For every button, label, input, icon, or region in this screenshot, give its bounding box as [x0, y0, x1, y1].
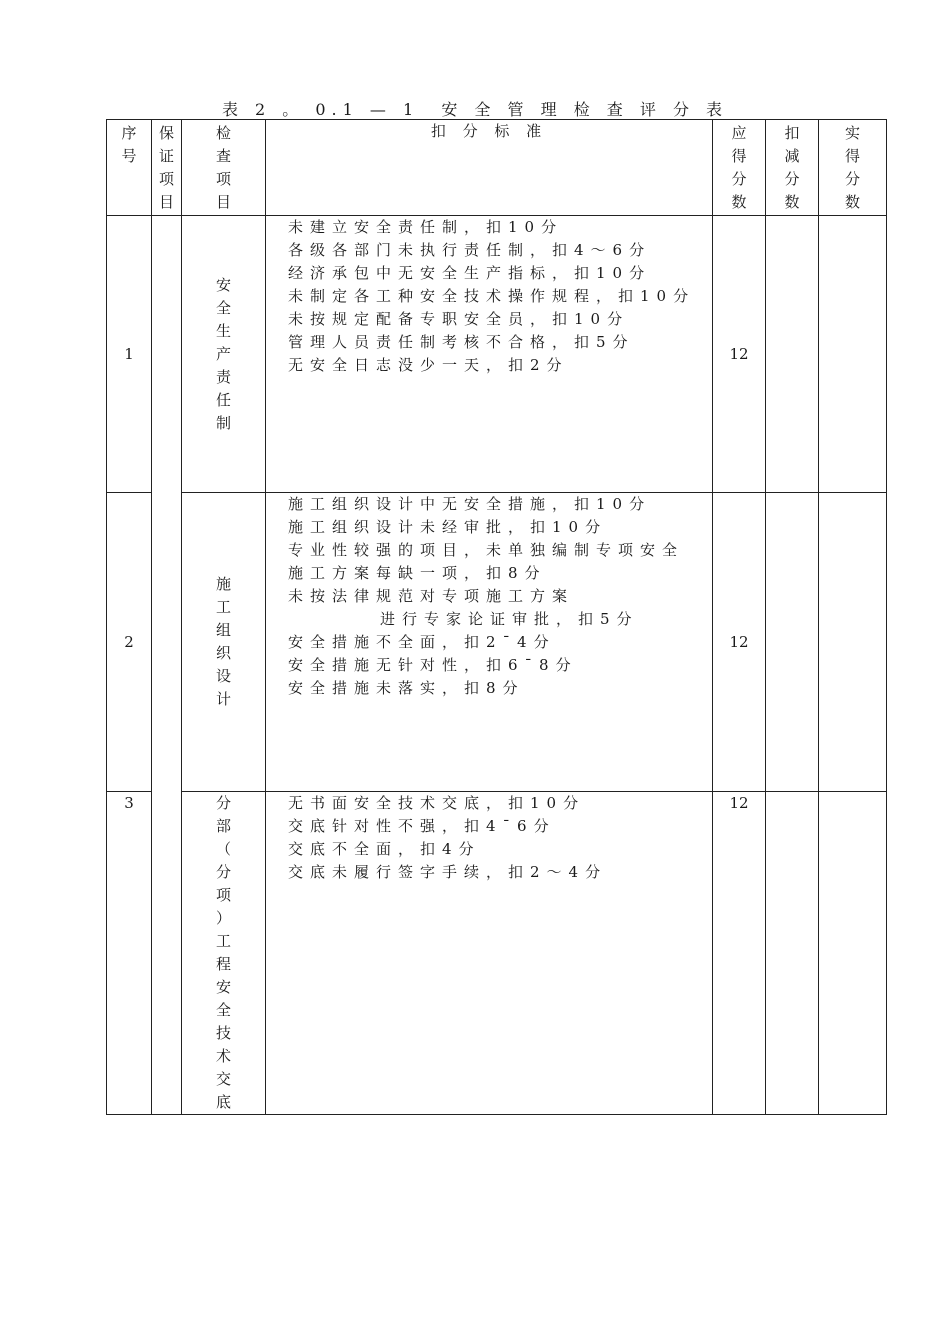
row-should-score: 12: [713, 493, 766, 792]
vertical-char: 得: [731, 147, 747, 165]
vertical-char: 项: [158, 170, 174, 188]
vertical-char: 数: [844, 193, 860, 211]
row-item: [182, 493, 266, 792]
row-seq: 2: [107, 493, 152, 792]
criteria-line: 施工组织设计中无安全措施，扣10分: [288, 495, 652, 513]
vertical-char: 减: [784, 147, 800, 165]
vertical-char: 设: [215, 667, 231, 685]
row-should-score: 12: [713, 216, 766, 493]
vertical-char: 安: [215, 978, 231, 996]
vertical-char: 目: [215, 193, 231, 211]
criteria-line: 经济承包中无安全生产指标，扣10分: [288, 264, 652, 282]
header-seq: [107, 120, 152, 216]
vertical-char: 检: [215, 124, 231, 142]
table-row: [107, 216, 887, 493]
vertical-char: 保: [158, 124, 174, 142]
vertical-char: 目: [158, 193, 174, 211]
criteria-line: 未建立安全责任制，扣10分: [288, 218, 564, 236]
header-criteria-label: 扣 分 标 准: [430, 122, 548, 140]
vertical-char: 全: [215, 1001, 231, 1019]
vertical-char: 全: [215, 298, 231, 317]
table-title: 表 2 。 0.1 — 1 安 全 管 理 检 查 评 分 表: [221, 100, 729, 119]
criteria-line: 交底未履行签字手续，扣2～4分: [288, 863, 608, 881]
vertical-char: 安: [215, 275, 231, 294]
header-deduct-score: [766, 120, 819, 216]
vertical-char: 交: [215, 1070, 231, 1088]
header-actual-score: [819, 120, 887, 216]
row-criteria: [266, 792, 713, 1115]
vertical-char: 扣: [784, 124, 800, 142]
row-item: [182, 792, 266, 1115]
vertical-char: 分: [844, 170, 860, 188]
vertical-char: 分: [731, 170, 747, 188]
vertical-char: 实: [844, 124, 860, 142]
row-deduct-score: [766, 216, 819, 493]
row-actual-score: [819, 493, 887, 792]
vertical-char: 工: [215, 598, 231, 616]
vertical-char: 责: [215, 367, 231, 386]
vertical-char: 分: [215, 863, 231, 881]
vertical-char: 任: [215, 390, 231, 409]
row-criteria: [266, 493, 713, 792]
row-seq: 3: [107, 792, 152, 1115]
vertical-char: 分: [215, 794, 231, 812]
vertical-char: 制: [215, 413, 231, 432]
vertical-char: 程: [215, 955, 231, 973]
criteria-line: 交底针对性不强，扣4¯6分: [288, 817, 556, 835]
criteria-line: 安全措施不全面，扣2¯4分: [288, 633, 556, 651]
header-guarantee: [152, 120, 182, 216]
vertical-char: 序: [121, 124, 137, 142]
vertical-char: 生: [215, 321, 231, 340]
table-row: [107, 493, 887, 792]
row-should-score: 12: [713, 792, 766, 1115]
criteria-line: 施工组织设计未经审批，扣10分: [288, 518, 608, 536]
header-item: [182, 120, 266, 216]
vertical-char: 技: [215, 1024, 231, 1042]
vertical-char: 查: [215, 147, 231, 165]
criteria-line: 管理人员责任制考核不合格，扣5分: [288, 333, 635, 351]
guarantee-column-cell: [152, 216, 182, 1115]
criteria-line: 各级各部门未执行责任制，扣4～6分: [288, 241, 652, 259]
vertical-char: 得: [844, 147, 860, 165]
vertical-char: 底: [215, 1093, 231, 1111]
table-row: [107, 792, 887, 1115]
criteria-line: 未按规定配备专职安全员，扣10分: [288, 310, 630, 328]
vertical-char: ）: [215, 909, 231, 927]
header-criteria: [266, 120, 713, 216]
safety-management-score-table: [106, 119, 887, 1115]
row-actual-score: [819, 216, 887, 493]
header-row: [107, 120, 887, 216]
row-item: [182, 216, 266, 493]
vertical-char: 部: [215, 817, 231, 835]
criteria-line: 进行专家论证审批，扣5分: [380, 610, 639, 628]
criteria-line: 未制定各工种安全技术操作规程，扣10分: [288, 287, 696, 305]
vertical-char: 项: [215, 170, 231, 188]
criteria-line: 未按法律规范对专项施工方案: [288, 587, 575, 605]
vertical-char: 术: [215, 1047, 231, 1065]
vertical-char: 产: [215, 344, 231, 363]
vertical-char: 数: [731, 193, 747, 211]
vertical-char: 应: [731, 124, 747, 142]
criteria-line: 无安全日志没少一天，扣2分: [288, 356, 569, 374]
row-actual-score: [819, 792, 887, 1115]
vertical-char: 项: [215, 886, 231, 904]
criteria-line: 无书面安全技术交底，扣10分: [288, 794, 586, 812]
vertical-char: 分: [784, 170, 800, 188]
criteria-line: 安全措施无针对性，扣6¯8分: [288, 656, 578, 674]
header-should-score: [713, 120, 766, 216]
vertical-char: 工: [215, 932, 231, 950]
row-criteria: [266, 216, 713, 493]
row-deduct-score: [766, 493, 819, 792]
criteria-line: 安全措施未落实，扣8分: [288, 679, 525, 697]
vertical-char: 施: [215, 575, 231, 593]
vertical-char: 组: [215, 621, 231, 639]
vertical-char: 织: [215, 644, 231, 662]
row-deduct-score: [766, 792, 819, 1115]
vertical-char: 证: [158, 147, 174, 165]
vertical-char: 计: [215, 690, 231, 708]
criteria-line: 专业性较强的项目，未单独编制专项安全施工方案每缺一项，扣8分: [288, 541, 685, 582]
vertical-char: （: [215, 840, 231, 858]
vertical-char: 号: [121, 147, 137, 165]
vertical-char: 数: [784, 193, 800, 211]
criteria-line: 交底不全面，扣4分: [288, 840, 481, 858]
row-seq: 1: [107, 216, 152, 493]
